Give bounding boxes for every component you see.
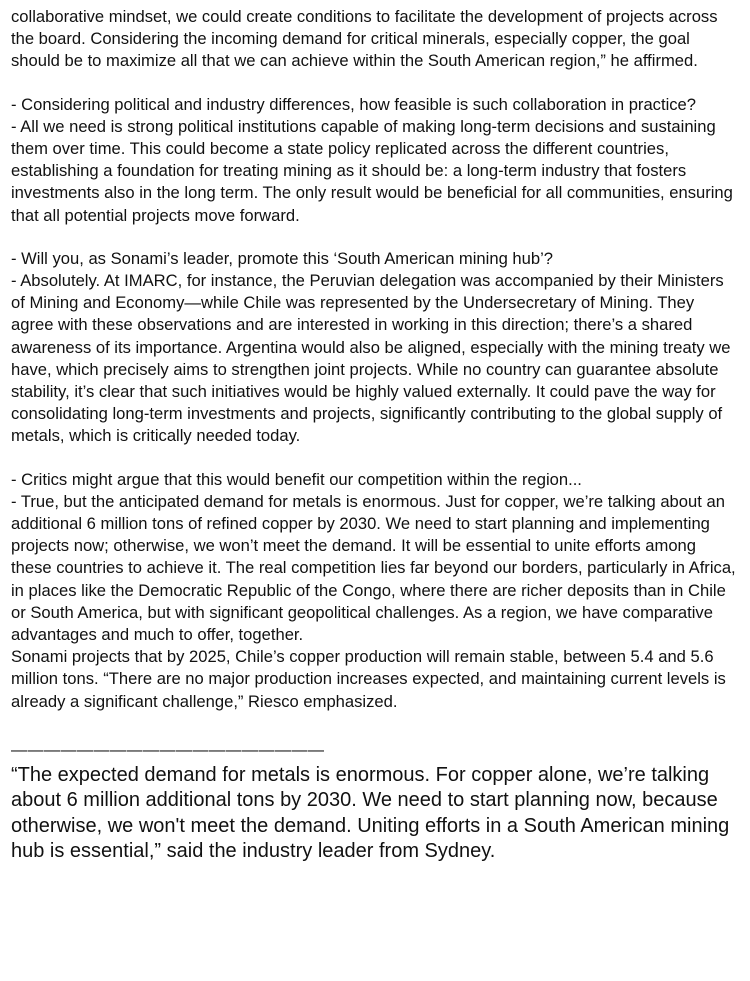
paragraph-production-forecast: Sonami projects that by 2025, Chile’s copper production will remain stable, between 5.4 and 5.6 million tons. “There are no major production increases expected, and maintaining current levels is already a significant challenge,” Riesco emphasized. (11, 647, 726, 711)
question-collaboration: - Considering political and industry differences, how feasible is such collaboration in practice? (11, 94, 697, 114)
pull-quote: “The expected demand for metals is enormous. For copper alone, we’re talking about 6 million additional tons by 2030. We need to start planning now, because otherwise, we won't meet the demand. Uniting efforts in a South American mining hub is essential,” said the industry leader from Sydney. (11, 763, 730, 863)
paragraph-gap (11, 713, 741, 734)
paragraph-gap (11, 73, 741, 94)
paragraph-gap (11, 227, 741, 248)
section-divider: ——————————————————— (11, 741, 325, 759)
question-mining-hub: - Will you, as Sonami’s leader, promote this ‘South American mining hub’? (11, 248, 554, 268)
article-body (11, 6, 741, 865)
answer-mining-hub: - Absolutely. At IMARC, for instance, the Peruvian delegation was accompanied by their Ministers of Mining and Economy—while Chile was represented by the Undersecretary of Mining. They agree with these observations and are interested in working in this direction; there’s a shared awareness of its importance. Argentina would also be aligned, especially with the mining treaty we have, which precisely aims to strengthen joint projects. While no country can guarantee absolute stability, it’s clear that such initiatives would be highly valued externally. It could pave the way for consolidating long-term investments and projects, significantly contributing to the global supply of metals, which is critically needed today. (11, 271, 731, 446)
answer-collaboration: - All we need is strong political institutions capable of making long-term decisions and sustaining them over time. This could become a state policy replicated across the different countries, establishing a foundation for treating mining as it should be: a long-term industry that fosters investments also in the long term. The only result would be beneficial for all communities, ensuring that all potential projects move forward. (11, 116, 733, 225)
question-competition: - Critics might argue that this would benefit our competition within the region... (11, 469, 582, 489)
paragraph-gap (11, 448, 741, 469)
paragraph-intro: collaborative mindset, we could create conditions to facilitate the development of projects across the board. Considering the incoming demand for critical minerals, especially copper, the goal should be to maximize all that we can achieve within the South American region,” he affirmed. (11, 7, 718, 71)
answer-competition: - True, but the anticipated demand for metals is enormous. Just for copper, we’re talking about an additional 6 million tons of refined copper by 2030. We need to start planning and implementing projects now; otherwise, we won’t meet the demand. It will be essential to unite efforts among these countries to achieve it. The real competition lies far beyond our borders, particularly in Africa, in places like the Democratic Republic of the Congo, where there are richer deposits than in Chile or South America, but with significant geopolitical challenges. As a region, we have comparative advantages and much to offer, together. (11, 491, 736, 645)
